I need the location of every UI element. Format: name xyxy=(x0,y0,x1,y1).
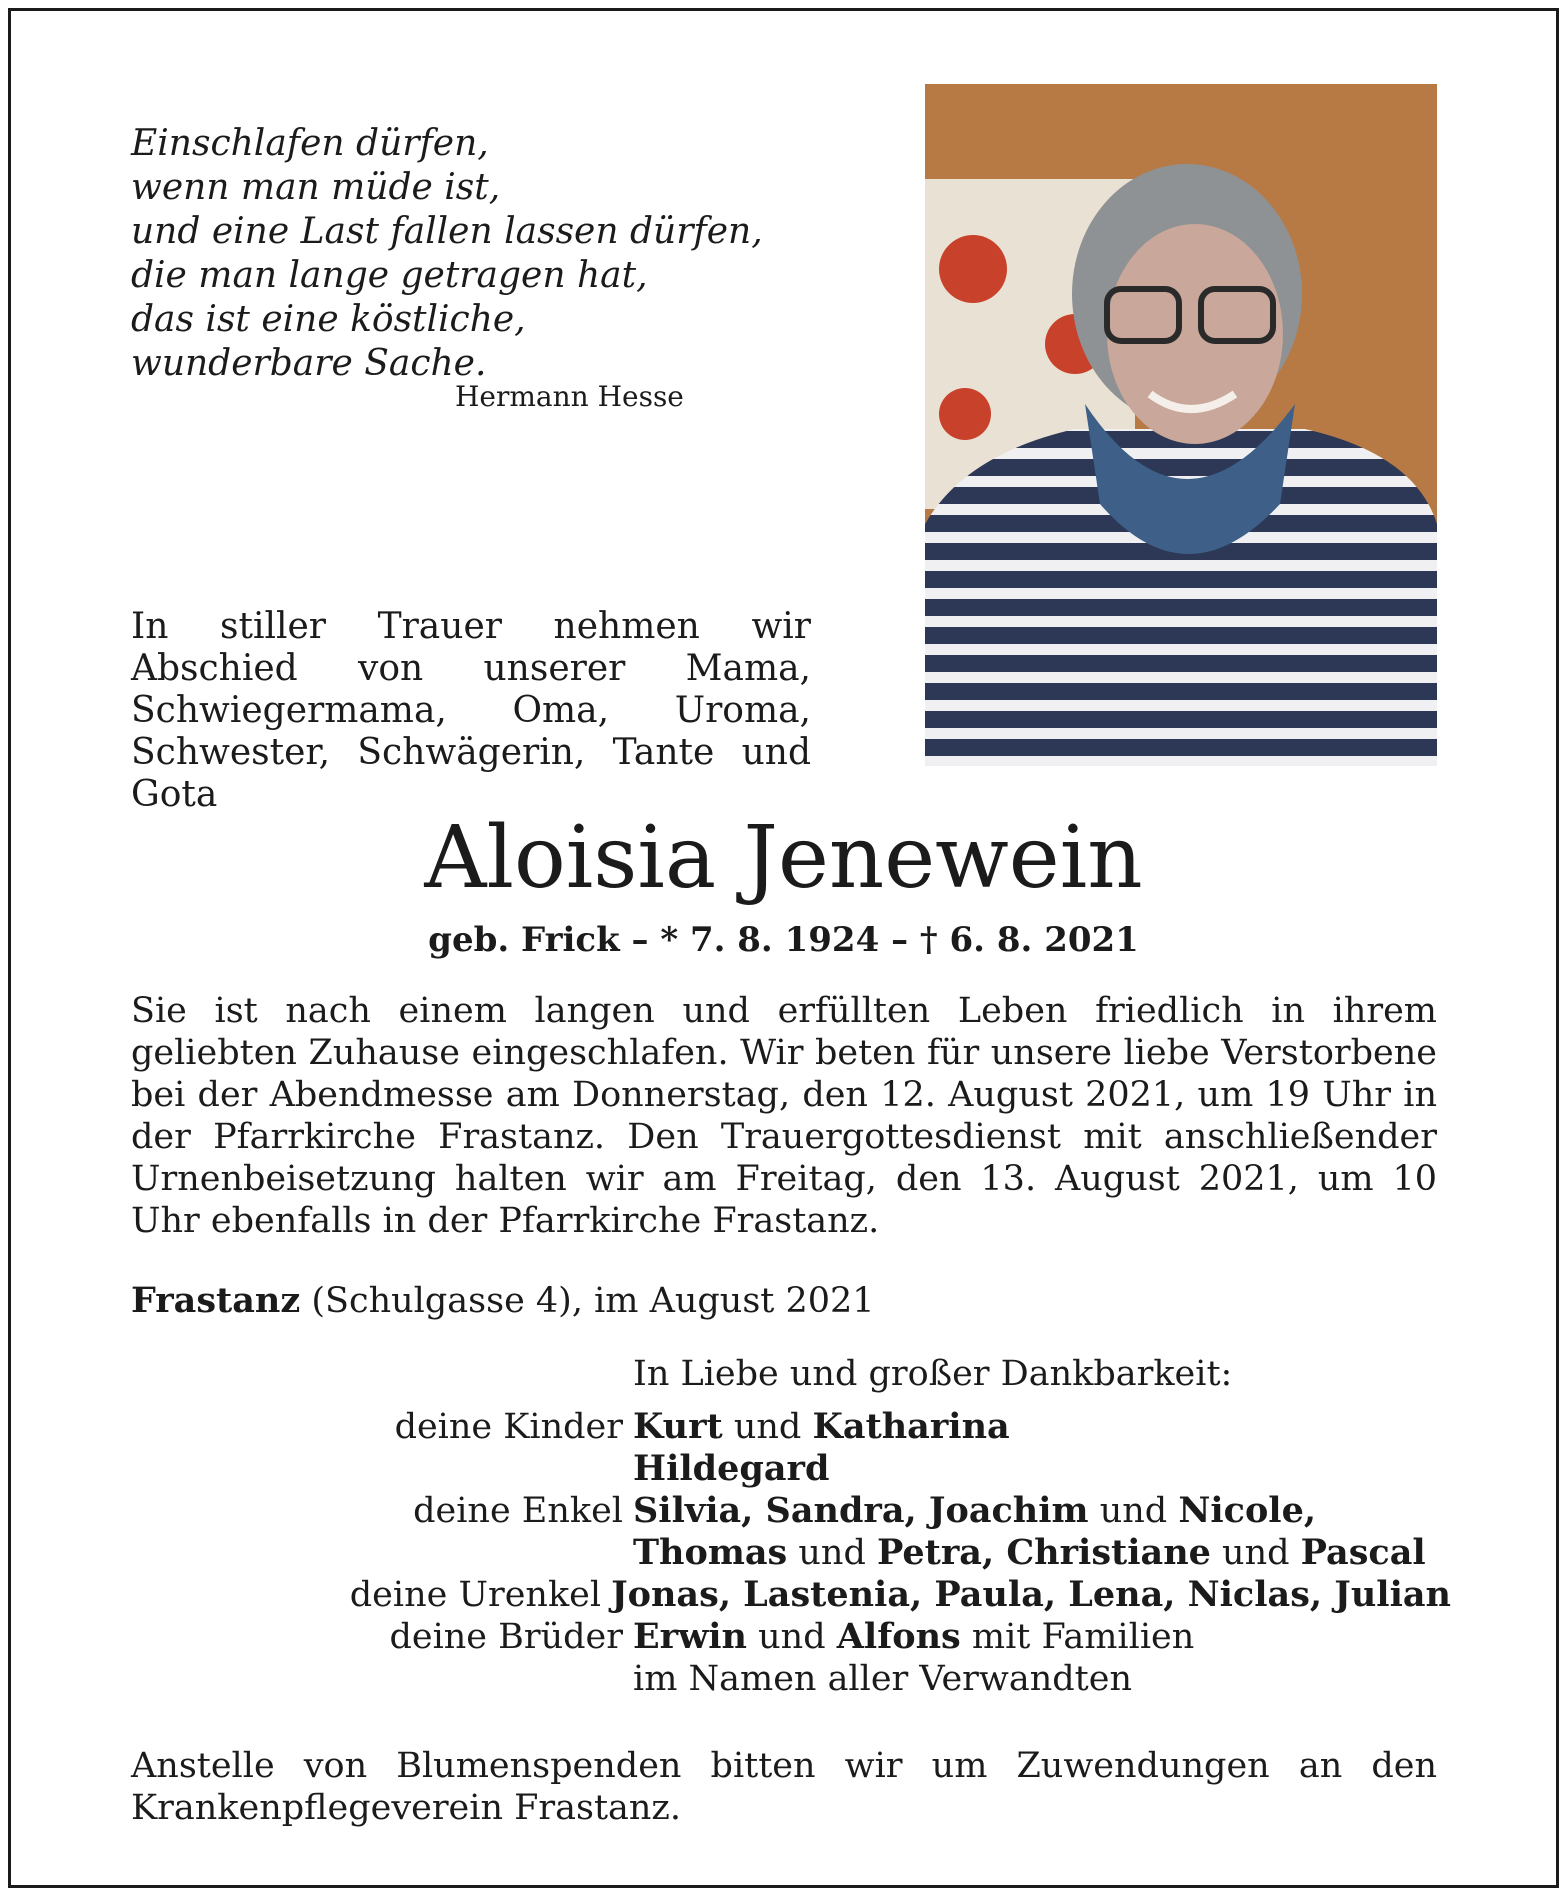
family-row xyxy=(131,1574,1451,1616)
poem-line: die man lange getragen hat, xyxy=(131,255,648,296)
place-city: Frastanz xyxy=(131,1280,301,1321)
poem-line: das ist eine köstliche, xyxy=(131,299,526,340)
poem-line: wunderbare Sache. xyxy=(131,343,487,384)
family-row xyxy=(131,1532,1451,1574)
family-names: Thomas und Petra, Christiane und Pascal xyxy=(633,1532,1426,1573)
life-dates: geb. Frick – * 7. 8. 1924 – † 6. 8. 2021 xyxy=(428,920,1139,960)
poem-author: Hermann Hesse xyxy=(455,380,684,413)
family-list xyxy=(131,1406,1451,1700)
relation-label xyxy=(131,1658,633,1700)
family-row xyxy=(131,1448,1451,1490)
place-line xyxy=(131,1280,875,1321)
poem-line: und eine Last fallen lassen dürfen, xyxy=(131,211,763,252)
family-names: Hildegard xyxy=(633,1448,830,1489)
poem-line: Einschlafen dürfen, xyxy=(131,123,489,164)
family-row xyxy=(131,1406,1451,1448)
family-row xyxy=(131,1616,1451,1658)
relation-label: deine Brüder xyxy=(389,1617,623,1657)
relation-label: deine Kinder xyxy=(394,1407,623,1447)
love-line: In Liebe und großer Dankbarkeit: xyxy=(633,1354,1233,1394)
family-row xyxy=(131,1490,1451,1532)
deceased-name: Aloisia Jenewein xyxy=(424,808,1143,908)
poem xyxy=(131,122,763,386)
relation-label xyxy=(131,1532,633,1574)
family-row xyxy=(131,1658,1451,1700)
relation-label: deine Urenkel xyxy=(349,1575,602,1615)
relation-label: deine Enkel xyxy=(413,1491,623,1531)
portrait-illustration xyxy=(925,84,1437,766)
relatives-line: im Namen aller Verwandten xyxy=(633,1659,1132,1699)
relation-label xyxy=(131,1448,633,1490)
place-detail: (Schulgasse 4), im August 2021 xyxy=(300,1281,875,1321)
cushion-flower xyxy=(939,235,1007,303)
family-names: Jonas, Lastenia, Paula, Lena, Niclas, Julian xyxy=(611,1574,1451,1615)
closing-text: Anstelle von Blumenspenden bitten wir um Zuwendungen an den Krankenpflegeverein Frastanz. xyxy=(131,1746,1437,1828)
family-names: Kurt und Katharina xyxy=(633,1406,1010,1447)
announcement-text: Sie ist nach einem langen und erfüllten Leben friedlich in ihrem geliebten Zuhause eingeschlafen. Wir beten für unsere liebe Verstorbene bei der Abendmesse am Donnerstag, den 12. August 2021, um 19 Uhr in der Pfarrkirche Frastanz. Den Trauergottesdienst mit anschließender Urnenbeisetzung halten wir am Freitag, den 13. August 2021, um 10 Uhr ebenfalls in der Pfarrkirche Frastanz. xyxy=(131,991,1437,1241)
portrait-photo xyxy=(925,84,1437,766)
intro-text: In stiller Trauer nehmen wir Abschied von unserer Mama, Schwiegermama, Oma, Uroma, Schwester, Schwägerin, Tante und Gota xyxy=(131,606,811,815)
cushion-flower xyxy=(939,388,991,440)
family-names: Erwin und Alfons mit Familien xyxy=(633,1616,1195,1657)
family-names: Silvia, Sandra, Joachim und Nicole, xyxy=(633,1490,1317,1531)
poem-line: wenn man müde ist, xyxy=(131,167,501,208)
